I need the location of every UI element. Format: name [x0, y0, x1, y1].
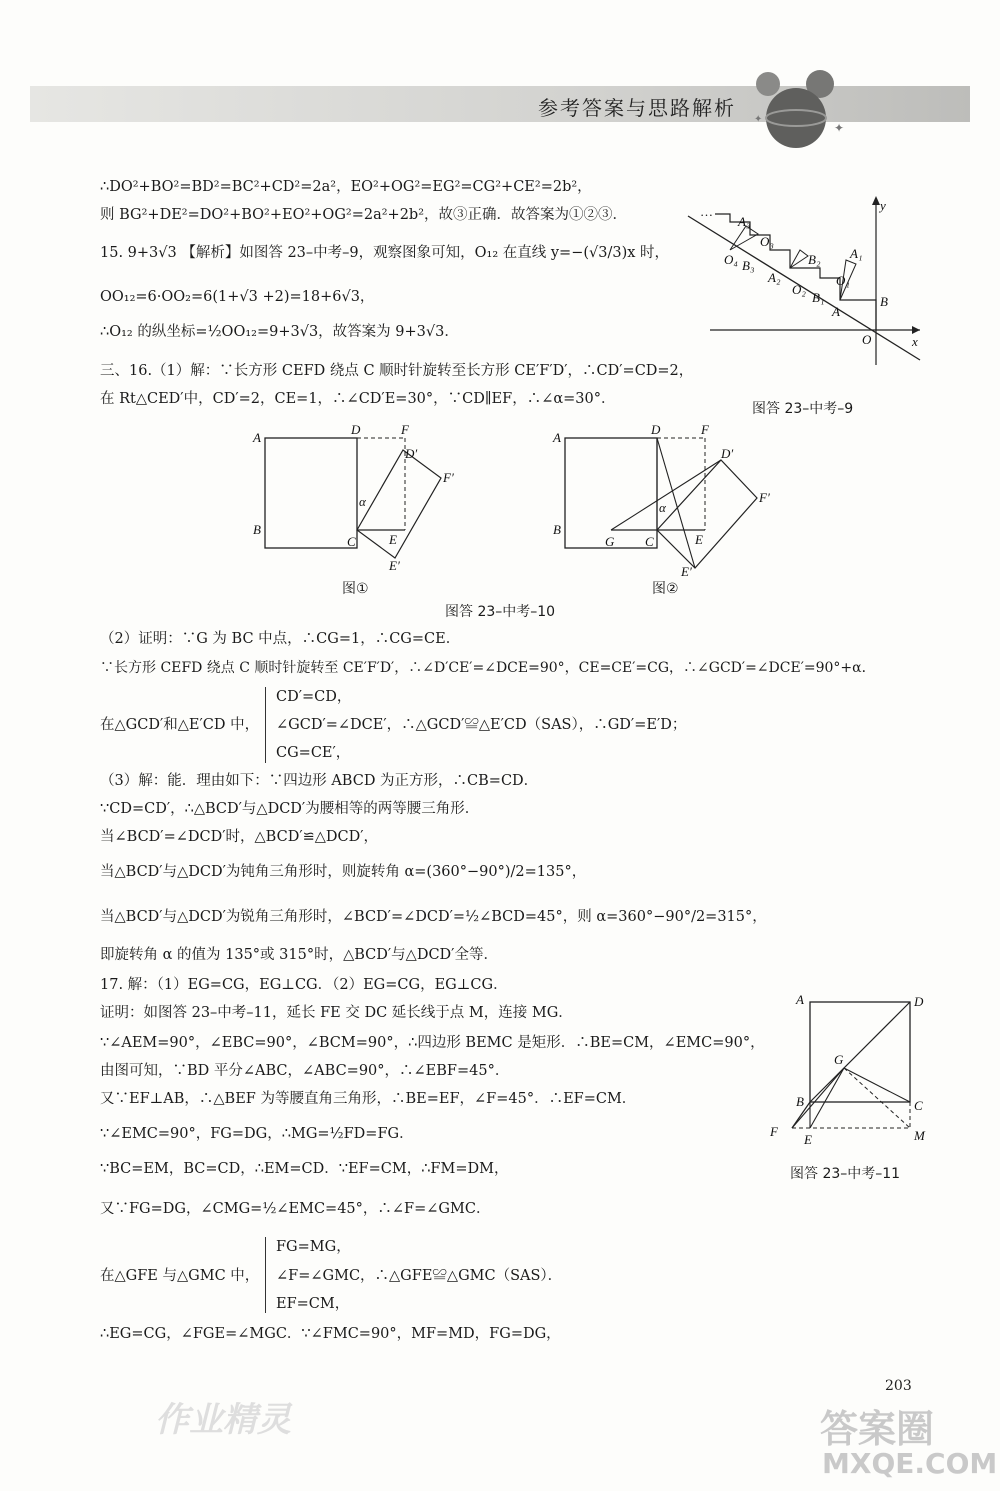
fig10b-label: F — [701, 422, 709, 437]
figure-11-diagram — [762, 990, 942, 1150]
fig10a-label: E — [389, 532, 397, 547]
fig10b-label: E — [695, 532, 703, 547]
fig10b-label: B — [553, 522, 561, 537]
text-line: ∠F=∠GMC，∴△GFE≌△GMC（SAS）． — [276, 1268, 563, 1284]
fig10a-label: A — [253, 430, 261, 445]
figure-10-1-diagram — [245, 420, 470, 580]
text-line: 则 BG²+DE²=DO²+BO²+EO²+OG²=2a²+2b²，故③正确．故答案为①②③． — [100, 207, 628, 223]
brace — [265, 687, 266, 763]
text-line: 由图可知，∵BD 平分∠ABC，∠ABC=90°，∴∠EBF=45°． — [100, 1063, 510, 1079]
fig9-label: A₂ — [768, 270, 781, 285]
fig11-label: E — [804, 1132, 812, 1147]
header-title: 参考答案与思路解析 — [538, 96, 736, 120]
watermark-url: MXQE.COM — [822, 1447, 998, 1480]
brace — [265, 1237, 266, 1313]
text-line: ∴DO²+BO²=BD²=BC²+CD²=2a²，EO²+OG²=EG²=CG²+CE²=2b²， — [100, 179, 592, 195]
fig10a-label: E′ — [389, 558, 400, 573]
planet-decoration-icon — [748, 62, 848, 158]
fig9-label: A — [832, 304, 840, 319]
figure-10-subcaption: 图① — [342, 581, 369, 597]
fig10b-label: F′ — [759, 490, 770, 505]
fig10b-label: D′ — [721, 446, 734, 461]
fig10a-label: F′ — [443, 470, 454, 485]
fig9-label: x — [912, 334, 918, 349]
fig9-label: B₃ — [742, 258, 755, 273]
text-line: 在 Rt△CED′中，CD′=2，CE=1，∴∠CD′E=30°，∵CD∥EF，∴∠α=30°． — [100, 391, 616, 407]
fig10a-label: D′ — [405, 446, 418, 461]
text-line: 当∠BCD′=∠DCD′时，△BCD′≌△DCD′， — [100, 829, 379, 845]
text-line: （2）证明：∵G 为 BC 中点，∴CG=1，∴CG=CE． — [100, 631, 461, 647]
text-line: 又∵FG=DG，∠CMG=½∠EMC=45°，∴∠F=∠GMC． — [100, 1201, 491, 1217]
text-line: ∵长方形 CEFD 绕点 C 顺时针旋转至 CE′F′D′，∴∠D′CE′=∠DCE=90°，CE=CE′=CG，∴∠GCD′=∠DCE′=90°+α． — [100, 660, 876, 676]
fig9-label: O — [862, 332, 872, 347]
fig11-label: D — [914, 994, 924, 1009]
text-line: 当△BCD′与△DCD′为锐角三角形时，∠BCD′=∠DCD′=½∠BCD=45°，则 α=360°−90°/2=315°， — [100, 909, 767, 925]
fig10a-label: α — [359, 494, 366, 509]
fig9-label: O₂ — [792, 282, 806, 297]
fig11-label: C — [914, 1098, 923, 1113]
text-line: 证明：如图答 23–中考–11，延长 FE 交 DC 延长线于点 M，连接 MG． — [100, 1005, 573, 1021]
fig9-label: y — [880, 198, 886, 213]
svg-text:✦: ✦ — [834, 121, 845, 135]
fig9-label: O₁ — [836, 273, 850, 288]
fig10a-label: F — [401, 422, 409, 437]
fig11-label: M — [914, 1128, 925, 1143]
text-line: 在△GFE 与△GMC 中， — [100, 1268, 260, 1284]
fig11-label: F — [770, 1124, 778, 1139]
text-line: CG=CE′， — [276, 745, 351, 761]
text-line: 15. 9+3√3 【解析】如图答 23–中考–9，观察图象可知，O₁₂ 在直线 y=−(√3/3)x 时， — [100, 245, 670, 261]
fig9-label: B — [880, 294, 888, 309]
text-line: EF=CM， — [276, 1296, 350, 1312]
text-line: ∵∠EMC=90°，FG=DG，∴MG=½FD=FG． — [100, 1126, 414, 1142]
figure-10-caption: 图答 23–中考–10 — [445, 604, 556, 620]
fig10a-label: B — [253, 522, 261, 537]
text-line: 三、16.（1）解：∵长方形 CEFD 绕点 C 顺时针旋转至长方形 CE′F′D′，∴CD′=CD=2， — [100, 363, 694, 379]
text-line: （3）解：能．理由如下：∵四边形 ABCD 为正方形，∴CB=CD． — [100, 773, 539, 789]
fig11-label: B — [796, 1094, 804, 1109]
text-line: ∠GCD′=∠DCE′，∴△GCD′≌△E′CD（SAS），∴GD′=E′D； — [276, 717, 687, 733]
fig9-label: O₃ — [760, 234, 774, 249]
fig10b-label: E′ — [681, 564, 692, 579]
text-line: 又∵EF⊥AB，∴△BEF 为等腰直角三角形，∴BE=EF，∠F=45°．∴EF=CM． — [100, 1091, 637, 1107]
text-line: 在△GCD′和△E′CD 中， — [100, 717, 260, 733]
figure-10-2-diagram — [545, 420, 780, 580]
text-line: FG=MG， — [276, 1239, 351, 1255]
fig10b-label: G — [605, 534, 615, 549]
fig10a-label: D — [351, 422, 361, 437]
fig9-label: … — [700, 204, 713, 219]
text-line: ∵BC=EM，BC=CD，∴EM=CD．∵EF=CM，∴FM=DM， — [100, 1161, 509, 1177]
watermark-text: 答案圈 — [820, 1407, 935, 1451]
figure-10-subcaption: 图② — [652, 581, 679, 597]
text-line: ∵∠AEM=90°，∠EBC=90°，∠BCM=90°，∴四边形 BEMC 是矩形．∴BE=CM，∠EMC=90°， — [100, 1035, 765, 1051]
fig11-label: A — [796, 992, 804, 1007]
text-line: 17. 解：（1）EG=CG，EG⊥CG．（2）EG=CG，EG⊥CG． — [100, 977, 508, 993]
svg-text:✦: ✦ — [754, 114, 763, 125]
text-line: CD′=CD， — [276, 689, 352, 705]
page-number: 203 — [885, 1378, 912, 1394]
fig10b-label: A — [553, 430, 561, 445]
fig11-label: G — [834, 1052, 844, 1067]
fig10a-label: C — [347, 534, 356, 549]
figure-9-diagram — [680, 190, 930, 370]
text-line: OO₁₂=6·OO₂=6(1+√3 +2)=18+6√3， — [100, 289, 375, 305]
fig10b-label: α — [659, 500, 666, 515]
figure-11-caption: 图答 23–中考–11 — [790, 1166, 901, 1182]
fig9-label: O₄ — [724, 252, 738, 267]
fig10b-label: C — [645, 534, 654, 549]
text-line: ∴O₁₂ 的纵坐标=½OO₁₂=9+3√3，故答案为 9+3√3． — [100, 324, 459, 340]
text-line: 当△BCD′与△DCD′为钝角三角形时，则旋转角 α=(360°−90°)/2=135°， — [100, 864, 587, 880]
fig10b-label: D — [651, 422, 661, 437]
watermark-text: 作业精灵 — [155, 1400, 291, 1440]
fig9-label: B₂ — [808, 252, 821, 267]
fig9-label: A₃ — [738, 214, 751, 229]
text-line: ∴EG=CG，∠FGE=∠MGC．∵∠FMC=90°，MF=MD，FG=DG， — [100, 1326, 561, 1342]
figure-9-caption: 图答 23–中考–9 — [752, 401, 854, 417]
fig9-label: B₁ — [812, 290, 825, 305]
text-line: 即旋转角 α 的值为 135°或 315°时，△BCD′与△DCD′全等． — [100, 947, 498, 963]
fig9-label: A₁ — [850, 246, 863, 261]
text-line: ∵CD=CD′，∴△BCD′与△DCD′为腰相等的两等腰三角形． — [100, 801, 480, 817]
